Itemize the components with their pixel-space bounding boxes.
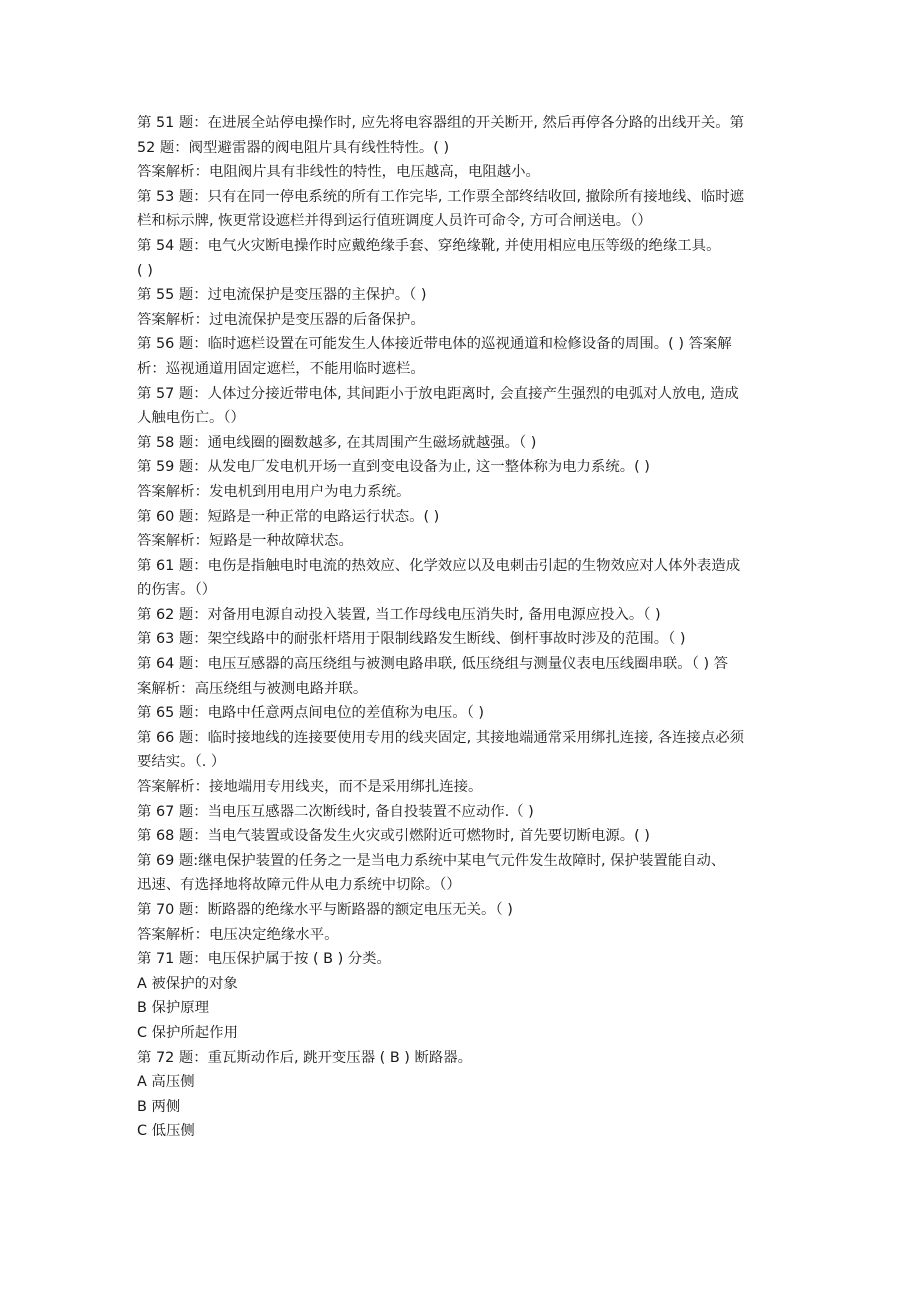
text-line: B 两侧 [137, 1098, 181, 1115]
text-line: 第 61 题：电伤是指触电时电流的热效应、化学效应以及电刺击引起的生物效应对人体外表造成 [137, 557, 741, 574]
text-line: 第 55 题：过电流保护是变压器的主保护。（ ) [137, 287, 427, 304]
document-page [137, 111, 785, 1144]
text-line: 答案解析：接地端用专用线夹，而不是采用绑扎连接。 [137, 779, 483, 796]
text-line: C 低压侧 [137, 1123, 195, 1140]
text-line: C 保护所起作用 [137, 1024, 238, 1041]
text-line: A 高压侧 [137, 1074, 195, 1091]
text-line: 第 51 题：在进展全站停电操作时, 应先将电容器组的开关断开, 然后再停各分路的出线开关。第 [137, 115, 744, 131]
text-line: 第 68 题：当电气装置或设备发生火灾或引燃附近可燃物时, 首先要切断电源。( ) [137, 828, 650, 845]
text-line: 第 56 题：临时遮栏设置在可能发生人体接近带电体的巡视通道和检修设备的周围。( ) 答案解 [137, 336, 732, 353]
text-line: 答案解析：短路是一种故障状态。 [137, 533, 353, 550]
text-line: ( ) [137, 262, 153, 279]
text-line: A 被保护的对象 [137, 975, 238, 992]
text-line: 析：巡视通道用固定遮栏，不能用临时遮栏。 [137, 360, 425, 377]
text-line: 的伤害。（） [137, 582, 217, 599]
text-line: 第 58 题：通电线圈的圈数越多, 在其周围产生磁场就越强。（ ) [137, 434, 537, 451]
text-line: 答案解析：电阻阀片具有非线性的特性，电压越高，电阻越小。 [137, 164, 540, 181]
text-line: 第 65 题：电路中任意两点间电位的差值称为电压。（ ) [137, 705, 485, 722]
text-line: 第 53 题：只有在同一停电系统的所有工作完毕, 工作票全部终结收回, 撤除所有接地线、临时遮 [137, 188, 744, 205]
text-line: 第 59 题：从发电厂发电机开场一直到变电设备为止, 这一整体称为电力系统。( ) [137, 459, 650, 476]
text-line: 答案解析：过电流保护是变压器的后备保护。 [137, 311, 425, 328]
text-line: 第 72 题：重瓦斯动作后, 跳开变压器 ( B ) 断路器。 [137, 1049, 473, 1066]
text-line: 第 64 题：电压互感器的高压绕组与被测电路串联, 低压绕组与测量仪表电压线圈串联。（ ) 答 [137, 656, 729, 673]
text-line: 第 60 题：短路是一种正常的电路运行状态。( ) [137, 508, 440, 525]
text-line: 第 71 题：电压保护属于按 ( B ) 分类。 [137, 951, 391, 968]
text-line: 要结实。（. ） [137, 754, 226, 771]
text-line: 迅速、有选择地将故障元件从电力系统中切除。（） [137, 877, 461, 894]
text-line: 第 67 题：当电压互感器二次断线时, 备自投装置不应动作.（ ) [137, 803, 534, 820]
text-line: B 保护原理 [137, 1000, 210, 1017]
text-line: 栏和标示牌, 恢更常设遮栏并得到运行值班调度人员许可命令, 方可合闸送电。（） [137, 213, 652, 230]
text-line: 第 69 题:继电保护装置的任务之一是当电力系统中某电气元件发生故障时, 保护装置能自动、 [137, 852, 726, 869]
text-line: 第 62 题：对备用电源自动投入装置, 当工作母线电压消失时, 备用电源应投入。（ ) [137, 606, 661, 623]
text-line: 案解析：高压绕组与被测电路并联。 [137, 680, 368, 697]
text-line: 人触电伤亡。（） [137, 410, 245, 427]
text-line: 第 63 题：架空线路中的耐张杆塔用于限制线路发生断线、倒杆事故时涉及的范围。（ ) [137, 631, 686, 648]
text-line: 52 题：阀型避雷器的阀电阻片具有线性特性。( ) [137, 139, 450, 156]
text-line: 第 70 题：断路器的绝缘水平与断路器的额定电压无关。（ ) [137, 902, 513, 918]
text-line: 答案解析：发电机到用电用户为电力系统。 [137, 483, 411, 500]
text-line: 第 57 题：人体过分接近带电体, 其间距小于放电距离时, 会直接产生强烈的电弧对人放电, 造成 [137, 385, 739, 402]
text-line: 答案解析：电压决定绝缘水平。 [137, 926, 339, 943]
text-line: 第 66 题：临时接地线的连接要使用专用的线夹固定, 其接地端通常采用绑扎连接, 各连接点必须 [137, 729, 744, 746]
text-line: 第 54 题：电气火灾断电操作时应戴绝缘手套、穿绝缘靴, 并使用相应电压等级的绝缘工具。 [137, 237, 721, 254]
